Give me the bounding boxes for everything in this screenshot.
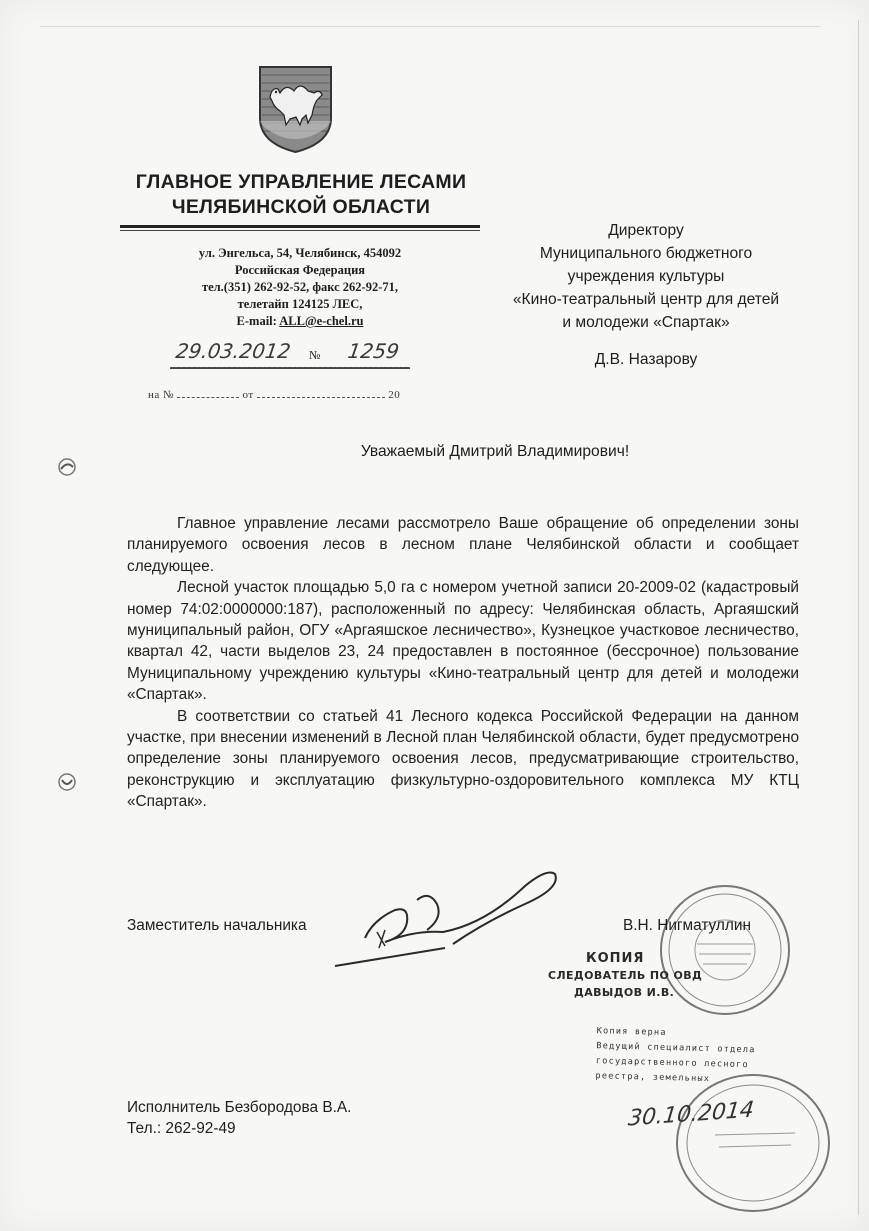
addressee-block — [478, 219, 814, 334]
body-paragraph: Главное управление лесами рассмотрело Ваше обращение об определении зоны планируемого освоения лесов в лесном плане Челябинской области и сообщает следующее. — [127, 515, 799, 575]
salutation: Уважаемый Дмитрий Владимирович! — [360, 443, 630, 460]
registration-underline — [170, 367, 410, 369]
copy-stamp-header: КОПИЯ — [586, 951, 645, 966]
verification-stamp — [595, 1024, 816, 1090]
addressee-line: учреждения культуры — [567, 268, 725, 285]
page-right-edge — [858, 20, 859, 1215]
ref-from: от — [242, 389, 254, 401]
addressee-line: Муниципального бюджетного — [539, 245, 753, 262]
body-paragraph: Лесной участок площадью 5,0 га с номером учетной записи 20-2009-02 (кадастровый номер 74:02:0000000:187), расположенный по адресу: Челябинская область, Аргаяшский муниципальный район, ОГУ «Аргаяшское лесничество», Кузнецкое участковое лесничество, квартал 42, части выделов 23, 24 предоставлен в постоянное (бессрочное) пользование Муниципальному учреждению культуры «Кино-театральный центр для детей и молодежи «Спартак». — [127, 579, 799, 704]
addressee-name: Д.В. Назарову — [594, 351, 698, 368]
org-name-line1: ГЛАВНОЕ УПРАВЛЕНИЕ ЛЕСАМИ — [135, 171, 467, 193]
address-street: ул. Энгельса, 54, Челябинск, 454092 — [198, 246, 402, 260]
letter-body — [127, 513, 799, 813]
verify-stamp-line: Копия верна — [596, 1026, 667, 1038]
ref-year: 20 — [388, 389, 401, 401]
addressee-line: и молодежи «Спартак» — [562, 314, 730, 331]
copy-stamp-name: ДАВЫДОВ И.В. — [574, 986, 675, 999]
ref-prefix: на № — [148, 389, 175, 401]
email-label: E-mail: — [236, 314, 277, 328]
verify-stamp-line: Ведущий специалист отдела — [596, 1041, 756, 1056]
signer-position: Заместитель начальника — [127, 917, 307, 934]
addressee-line: Директору — [608, 222, 684, 239]
punch-hole-icon — [55, 455, 79, 479]
org-name-line2: ЧЕЛЯБИНСКОЙ ОБЛАСТИ — [171, 196, 431, 218]
punch-hole-icon — [55, 770, 79, 794]
email-link[interactable]: ALL@e-chel.ru — [279, 314, 364, 328]
reference-line — [148, 389, 438, 401]
executor-block — [127, 1097, 351, 1139]
handwritten-signature-icon — [325, 860, 565, 980]
address-country: Российская Федерация — [234, 263, 366, 277]
verify-stamp-line: государственного лесного — [595, 1056, 749, 1071]
page-top-edge — [40, 26, 820, 27]
address-teletype: телетайп 124125 ЛЕС, — [237, 297, 363, 311]
verify-stamp-line: реестра, земельных — [595, 1071, 711, 1085]
letterhead-rule-thin — [120, 230, 480, 231]
body-paragraph: В соответствии со статьей 41 Лесного кодекса Российской Федерации на данном участке, при внесении изменений в Лесной план Челябинской области, будет предусмотрено определение зоны планируемого освоения лесов, предусматривающие строительство, реконструкцию и эксплуатацию физкультурно-оздоровительного комплекса МУ КТЦ «Спартак». — [127, 707, 799, 811]
verification-date: 30.10.2014 — [626, 1097, 756, 1132]
ref-date-blank — [257, 389, 385, 398]
executor-phone: Тел.: 262-92-49 — [127, 1120, 236, 1137]
organization-name — [118, 170, 484, 220]
copy-stamp-officer: СЛЕДОВАТЕЛЬ ПО ОВД — [548, 969, 703, 982]
signer-name: В.Н. Нигматуллин — [623, 917, 751, 934]
registration-number: 1259 — [346, 339, 401, 363]
executor-name: Исполнитель Безбородова В.А. — [127, 1099, 352, 1116]
address-phone: тел.(351) 262-92-52, факс 262-92-71, — [201, 280, 398, 294]
address-email — [150, 313, 450, 330]
number-sign: № — [309, 348, 321, 362]
ref-number-blank — [177, 389, 239, 398]
addressee-line: «Кино-театральный центр для детей — [512, 291, 780, 308]
registration-line — [170, 339, 410, 367]
letterhead-rule — [120, 225, 480, 228]
registration-date: 29.03.2012 — [174, 339, 293, 363]
copy-stamp — [548, 950, 748, 1001]
org-address — [150, 245, 450, 330]
chelyabinsk-coat-of-arms-camel-icon — [256, 63, 335, 155]
